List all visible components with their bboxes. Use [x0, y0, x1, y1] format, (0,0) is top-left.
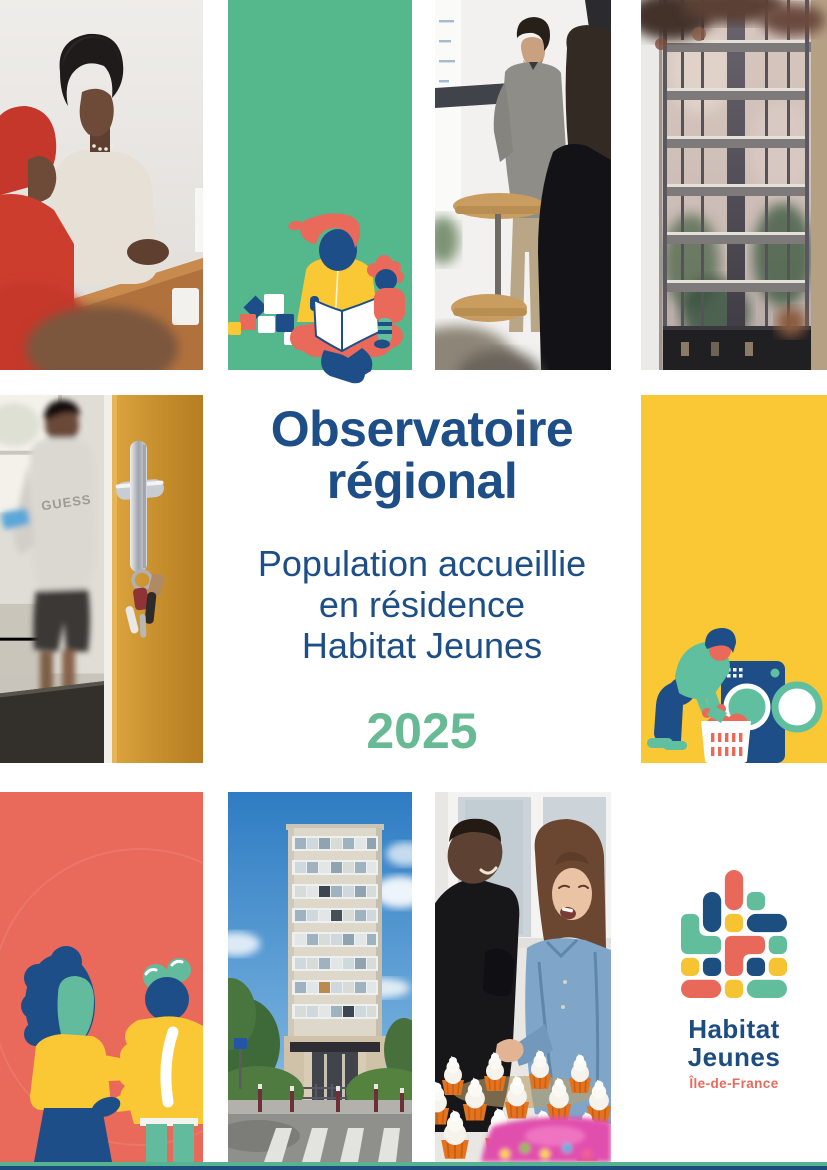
toy-blocks	[228, 294, 297, 345]
subtitle-line-1: Population accueillie	[257, 543, 587, 584]
photo-cupcakes	[435, 792, 611, 1162]
photo-facade	[641, 0, 827, 370]
machine-door-open	[775, 685, 819, 729]
photo-facade-art	[641, 0, 827, 370]
photo-tower-art	[228, 792, 412, 1162]
building-right	[811, 0, 827, 370]
title-line-2: régional	[326, 453, 518, 509]
photo-door	[0, 395, 203, 763]
tile-yellow-illustration	[641, 395, 827, 763]
laundry-illustration	[641, 613, 827, 763]
photo-door-art	[0, 395, 203, 763]
residence-tower	[284, 824, 386, 1102]
building-left	[641, 0, 661, 370]
logo-name-line-2: Jeunes	[687, 1042, 781, 1072]
reading-illustration	[228, 210, 412, 385]
page-subtitle	[203, 543, 641, 666]
footer-stripe-blue	[0, 1166, 827, 1170]
photo-cupcakes-art	[435, 792, 611, 1162]
logo-wordmark	[641, 1015, 827, 1071]
tile-green-illustration	[228, 0, 412, 370]
laundry-basket	[701, 713, 751, 763]
logo-region: Île-de-France	[689, 1076, 779, 1091]
cover-title-block	[203, 395, 641, 763]
logo-block	[641, 792, 827, 1162]
subtitle-line-2: en résidence	[318, 584, 526, 625]
sidewalk	[228, 1100, 412, 1114]
key-handover-illustration	[0, 792, 203, 1162]
cover-year: 2025	[366, 703, 478, 759]
photo-workshop	[435, 0, 611, 370]
photo-meeting-art	[0, 0, 203, 370]
tile-coral-illustration	[0, 792, 203, 1162]
sweatshirt-text: GUESS	[40, 491, 93, 514]
page-title	[203, 403, 641, 507]
photo-workshop-art	[435, 0, 611, 370]
coffee-cup	[172, 288, 199, 325]
photo-meeting	[0, 0, 203, 370]
photo-tower	[228, 792, 412, 1162]
subtitle-line-3: Habitat Jeunes	[301, 625, 543, 666]
logo-name-line-1: Habitat	[688, 1014, 780, 1044]
street-sign	[234, 1038, 247, 1049]
habitat-jeunes-logo-icon	[681, 870, 787, 998]
title-line-1: Observatoire	[270, 401, 574, 457]
